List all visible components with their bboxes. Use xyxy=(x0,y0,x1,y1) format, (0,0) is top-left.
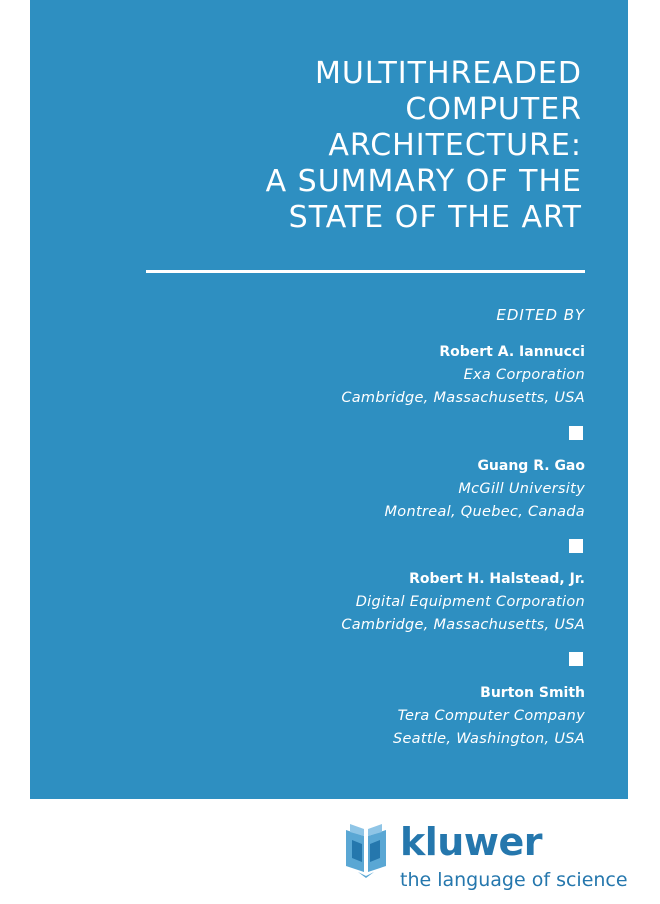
editor-name: Robert H. Halstead, Jr. xyxy=(409,571,585,587)
title-line: MULTITHREADED xyxy=(315,56,582,91)
separator-square-icon xyxy=(569,426,583,440)
kluwer-book-logo-icon xyxy=(344,822,388,880)
editor-affiliation: McGill University xyxy=(458,481,585,497)
title-line: A SUMMARY OF THE xyxy=(265,164,582,199)
editor-location: Montreal, Quebec, Canada xyxy=(384,504,585,520)
title-divider xyxy=(146,270,585,273)
editor-name: Guang R. Gao xyxy=(477,458,585,474)
publisher-name: kluwer xyxy=(400,820,542,864)
title-line: ARCHITECTURE: xyxy=(328,128,582,163)
publisher-tagline: the language of science xyxy=(400,869,628,891)
separator-square-icon xyxy=(569,652,583,666)
book-cover xyxy=(30,0,628,799)
book-title xyxy=(82,56,582,236)
editor-block xyxy=(385,455,586,524)
editor-location: Seattle, Washington, USA xyxy=(392,731,585,747)
editor-block xyxy=(393,682,585,751)
editor-affiliation: Digital Equipment Corporation xyxy=(355,594,585,610)
editor-affiliation: Exa Corporation xyxy=(463,367,585,383)
title-line: STATE OF THE ART xyxy=(288,200,582,235)
title-line: COMPUTER xyxy=(405,92,582,127)
editor-block xyxy=(341,341,585,410)
editor-affiliation: Tera Computer Company xyxy=(397,708,585,724)
edited-by-label: EDITED BY xyxy=(496,306,585,324)
editor-location: Cambridge, Massachusetts, USA xyxy=(341,390,585,406)
editor-block xyxy=(341,568,585,637)
editor-name: Burton Smith xyxy=(480,685,585,701)
editor-location: Cambridge, Massachusetts, USA xyxy=(341,617,585,633)
publisher-logo xyxy=(344,820,634,892)
editor-name: Robert A. Iannucci xyxy=(439,344,585,360)
separator-square-icon xyxy=(569,539,583,553)
